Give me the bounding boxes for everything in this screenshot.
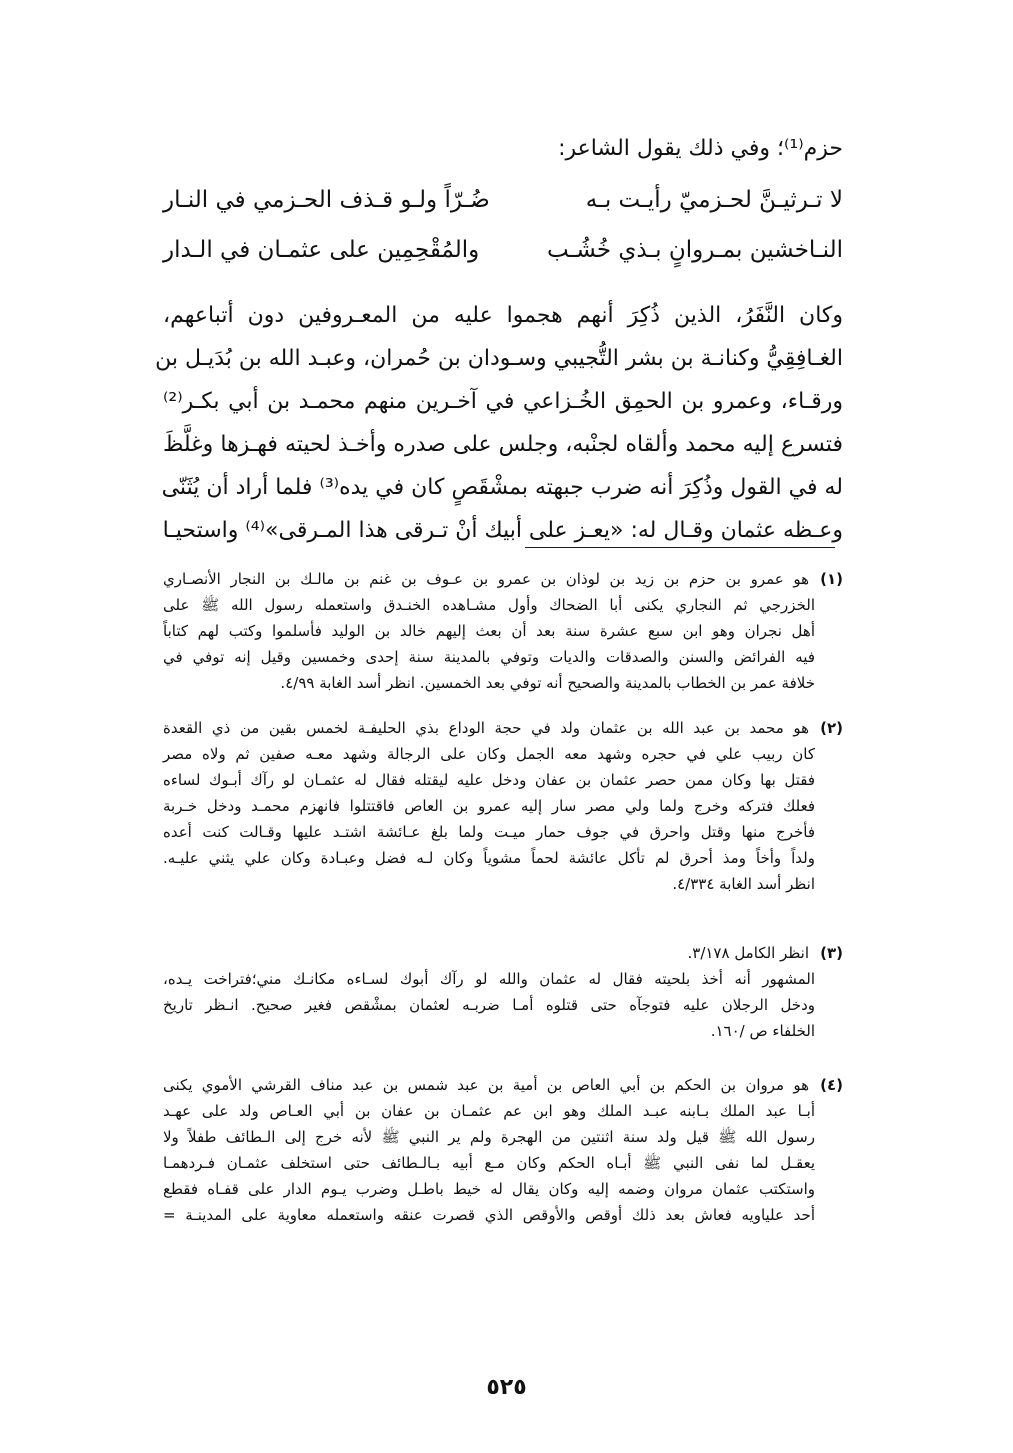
footnote-line: كان ربيب علي في حجره وشهد معه الجمل وكان على الرجالة وشهد معـه صفين ثم ولاه مصر <box>163 745 815 763</box>
footnote-line: هو محمد بن عبد الله بن عثمان ولد في حجة الوداع بذي الحليفـة لخمس بقين من ذي القعدة <box>163 719 809 737</box>
verse-second-hemistich: والمُقْحِمِين على عثمـان في الـدار <box>163 237 480 263</box>
page-number: ٥٢٥ <box>486 1375 527 1400</box>
footnote-line: الخلفاء ص /١٦٠. <box>710 1022 815 1040</box>
intro-line: حزم⁽¹⁾؛ وفي ذلك يقول الشاعر: <box>558 136 843 161</box>
verse-first-hemistich: لا تـرثيـنَّ لحـزميّ رأيـت بـه <box>585 187 843 213</box>
footnote-line: فقتل بها وكان ممن حصر عثمان بن عفان ودخل عليه ليقتله فقال له عثمـان لو رآك أبـوك لساءه <box>163 771 815 789</box>
body-line: الغـافِقِيُّ وكنانـة بن بشر التُّجيبي وسـودان بن حُمران، وعبـد الله بن بُدَيـل بن <box>155 346 843 371</box>
footnote-line: خلافة عمر بن الخطاب بالمدينة والصحيح أنه توفي بعد الخمسين. انظر أسد الغابة ٤/٩٩. <box>280 674 815 692</box>
footnote-line: فأخرج منها وقتل واحرق في جوف حمار ميـت ولما بلغ عـائشة اشتـد عليها وقـالت كنت أعده <box>163 823 815 841</box>
verse-first-hemistich: النـاخشين بمـروانٍ بـذي خُشُـب <box>547 237 843 263</box>
verse-line <box>163 237 843 271</box>
footnote-4 <box>163 1072 843 1228</box>
footnote-line: واستكتب عثمان مروان وضمه إليه وكان يقال له خيط باطـل وضرب يـوم الدار على قفـاه فقطع <box>163 1180 815 1198</box>
footnote-line: ودخل الرجلان عليه فتوجآه حتى قتلوه أمـا ضربـه لعثمان بمشْقص فغير صحيح. انـظر تاريخ <box>163 996 815 1014</box>
verse-second-hemistich: ضُـرّاً ولـو قـذف الحـزمي في النـار <box>163 187 490 213</box>
body-line: ورقـاء، وعمرو بن الحمِق الخُـزاعي في آخـرين منهم محمـد بن أبي بكـر⁽²⁾ <box>163 389 843 414</box>
footnote-number: (١) <box>820 570 843 588</box>
footnote-line: انظر الكامل ٣/١٧٨. <box>687 944 809 962</box>
footnote-line: الخزرجي ثم النجاري يكنى أبا الضحاك وأول مشـاهده الخنـدق واستعمله رسول الله ﷺ على <box>163 596 815 614</box>
footnote-1 <box>163 566 843 696</box>
footnote-line: هو مروان بن الحكم بن أبي العاص بن أمية بن عبد شمس بن عبد مناف القرشي الأموي يكنى <box>163 1076 809 1094</box>
footnote-line: أبـا عبد الملك بـابنه عبـد الملك وهو ابن عم عثمـان بن عفان بن أبي العـاص ولد على عهـد <box>163 1102 815 1120</box>
footnote-line: فيه الفرائض والسنن والصدقات والديات وتوفي بالمدينة سنة إحدى وخمسين وقيل إنه توفي في <box>163 648 815 666</box>
verse-line <box>163 187 843 221</box>
footnote-line: أهل نجران وهو ابن سبع عشرة سنة بعد أن بعث إليهم خالد بن الوليد فأسلموا وكتب لهم كتاباً <box>163 622 815 640</box>
footnote-line: رسول الله ﷺ قيل ولد سنة اثنتين من الهجرة ولم ير النبي ﷺ لأنه خرج إلى الـطائف طفلاً ولا <box>163 1128 815 1146</box>
footnote-line: ولداً وأخاً ومذ أحرق لم تأكل عائشة لحماً مشوياً وكان لـه فضل وعبـادة وكان علي يثني عليـه. <box>163 849 815 867</box>
footnote-line: أحد علياويه فعاش بعد ذلك أوقص والأوقص الذي قصرت عنقه واستعمله معاوية على المدينـة = <box>163 1206 815 1224</box>
footnote-line: يعقـل لما نفى النبي ﷺ أبـاه الحكم وكان مـع أبيه بـالـطائف حتى استخلف عثمـان فـردهمـا <box>163 1154 815 1172</box>
footnote-number: (٢) <box>820 719 843 737</box>
body-line: وعـظه عثمان وقـال له: «يعـز على أبيك أنْ تـرقى هذا المـرقى»⁽⁴⁾ واستحيـا <box>162 518 843 543</box>
footnote-number: (٤) <box>820 1076 843 1094</box>
body-line: فتسرع إليه محمد وألقاه لجنْبه، وجلس على صدره وأخـذ لحيته فهـزها وغلَّظَ <box>163 432 843 457</box>
footnote-number: (٣) <box>820 944 843 962</box>
footnote-line: فعلك فتركه وخرج ولما ولي مصر سار إليه عمرو بن العاص فاقتتلوا فانهزم محمـد ودخل خـربة <box>163 797 815 815</box>
body-line: وكان النَّفَرُ، الذين ذُكِرَ أنهم هجموا عليه من المعـروفين دون أتباعهم، <box>163 303 843 328</box>
footnote-separator <box>525 547 835 548</box>
body-line: له في القول وذُكِرَ أنه ضرب جبهته بمشْقَصٍ كان في يده⁽³⁾ فلما أراد أن يُثَنّى <box>161 475 843 500</box>
footnote-line: انظر أسد الغابة ٤/٣٣٤. <box>672 875 815 893</box>
footnote-2 <box>163 715 843 897</box>
footnote-line: هو عمرو بن حزم بن زيد بن لوذان بن عمرو بن عـوف بن غنم بن مالـك بن النجار الأنصـاري <box>163 570 809 588</box>
footnote-line: المشهور أنه أخذ بلحيته فقال له عثمان والله لو رآك أبوك لسـاءه مكانـك مني؛فتراخت يـده، <box>163 970 815 988</box>
footnote-3 <box>163 940 843 1044</box>
